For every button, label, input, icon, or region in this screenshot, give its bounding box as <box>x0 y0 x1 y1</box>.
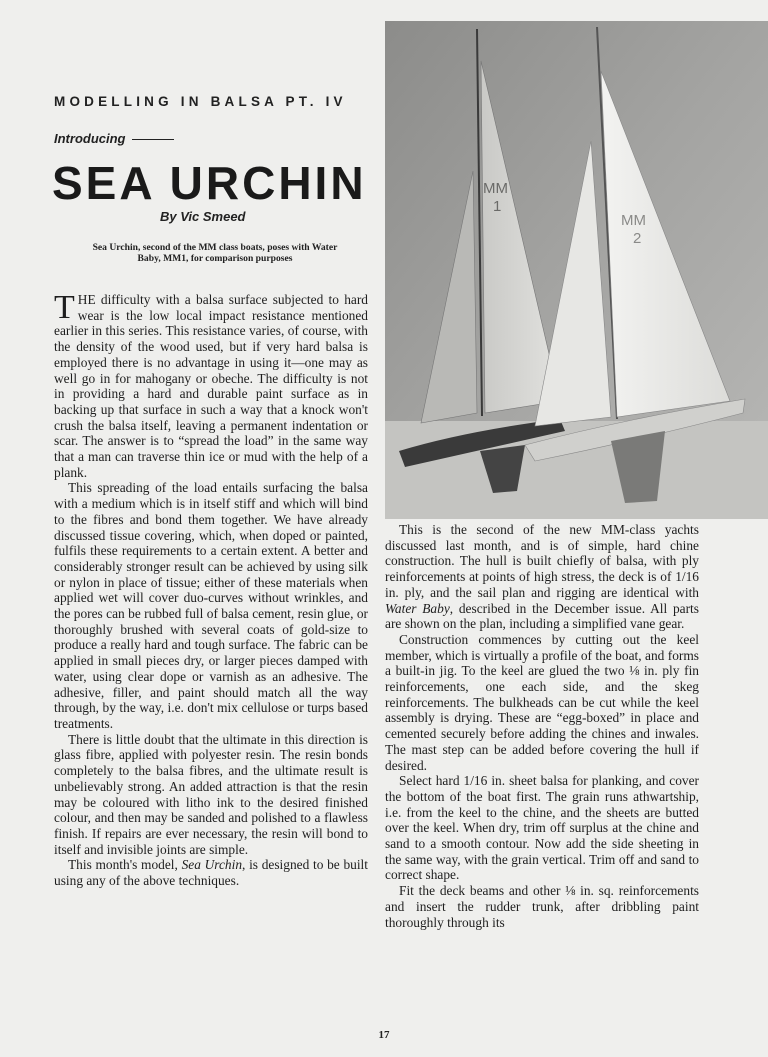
yachts-illustration <box>385 21 768 519</box>
paragraph-text: , is designed to be built using any of the above techniques. <box>54 857 368 889</box>
paragraph: Construction commences by cutting out the keel member, which is virtually a profile of the boat, and forms a built-in jig. To the keel are glued the two ⅛ in. ply fin reinforcements, one each side, and the skeg reinforcements. The bulkheads can be cut while the keel assembly is drying. These are “egg-boxed” in place and cemented securely before adding the chines and inwales. The mast step can be added before covering the hull if desired. <box>385 631 699 773</box>
body-column-right <box>385 522 699 930</box>
model-name: Water Baby <box>385 600 450 616</box>
paragraph-text: This is the second of the new MM-class yachts discussed last month, and is of simple, hard chine construction. The hull is built chiefly of balsa, with ply reinforcements at points of high stress, the deck is of 1/16 in. ply, and the sail plan and rigging are identical with <box>385 522 699 600</box>
intro-rule <box>132 139 174 141</box>
yacht-photograph <box>385 21 768 519</box>
paragraph: Fit the deck beams and other ⅛ in. sq. reinforcements and insert the rudder trunk, after dribbling paint thoroughly through its <box>385 883 699 930</box>
sail-number-2: MM <box>621 212 646 229</box>
paragraph: Select hard 1/16 in. sheet balsa for planking, and cover the bottom of the boat first. The grain runs athwartship, i.e. from the keel to the chine, and the sheets are butted over the keel. When dry, trim off surplus at the chine and sand to a smooth contour. Now add the side sheeting in the same way, with the grain vertical. Trim off and sand to correct shape. <box>385 773 699 883</box>
paragraph <box>54 857 368 888</box>
paragraph <box>385 522 699 632</box>
paragraph <box>54 289 368 480</box>
photo-caption: Sea Urchin, second of the MM class boats, poses with Water Baby, MM1, for comparison purposes <box>92 242 338 264</box>
page-number: 17 <box>378 1029 390 1041</box>
paragraph-text: This month's model, <box>68 857 182 873</box>
body-column-left <box>54 289 368 889</box>
series-heading: MODELLING IN BALSA PT. IV <box>54 94 347 109</box>
svg-text:1: 1 <box>493 198 502 215</box>
model-name: Sea Urchin <box>181 857 243 873</box>
intro-text: Introducing <box>54 131 126 146</box>
paragraph: This spreading of the load entails surfacing the balsa with a medium which is in itself stiff and which will bind to the fibres and bond them together. We have already discussed tissue covering, which, when doped or painted, fulfils these requirements to a certain extent. A better and considerably stronger result can be achieved by using silk or nylon in place of tissue; either of these materials when applied wet will cover duo-curves without wrinkles, and the pores can be rubbed full of balsa cement, resin glue, or thoroughly brushed with several coats of gold-size to produce a really hard and tough surface. The fabric can be applied in small pieces dry, or larger pieces damped with water, using clear dope or varnish as an adhesive. The adhesive, filler, and paint should match all the way through, by the way, i.e. don't mix cellulose or turps based treatments. <box>54 480 368 731</box>
svg-text:2: 2 <box>633 230 642 247</box>
paragraph: There is little doubt that the ultimate in this direction is glass fibre, applied with polyester resin. The resin bonds completely to the balsa fibres, and the ultimate result is unbelievably strong. An added attraction is that the resin may be coloured with litho ink to the desired finished colour, and then may be sanded and polished to a flawless finish. If repairs are ever necessary, the resin will bond to itself and invisible joints are simple. <box>54 731 368 857</box>
article-title: SEA URCHIN <box>52 157 367 209</box>
paragraph-text: , described in the December issue. All parts are shown on the plan, including a simplified vane gear. <box>385 600 699 632</box>
sail-number-1: MM <box>483 180 508 197</box>
drop-cap: T <box>54 289 75 326</box>
intro-label <box>54 131 174 146</box>
paragraph-text: HE difficulty with a balsa surface subjected to hard wear is the low local impact resistance mentioned earlier in this series. This resistance varies, of course, with the density of the wood used, but if very hard balsa is employed there is no advantage in using it—one may as well go in for mahogany or obeche. The difficulty is not in providing a hard and durable paint surface as in backing up that surface in such a way that a knock won't crush the balsa itself, leaving a permanent indentation or scar. The answer is to “spread the load” in the same way that a man can traverse thin ice or mud with the help of a plank. <box>54 292 368 480</box>
byline: By Vic Smeed <box>160 209 246 224</box>
